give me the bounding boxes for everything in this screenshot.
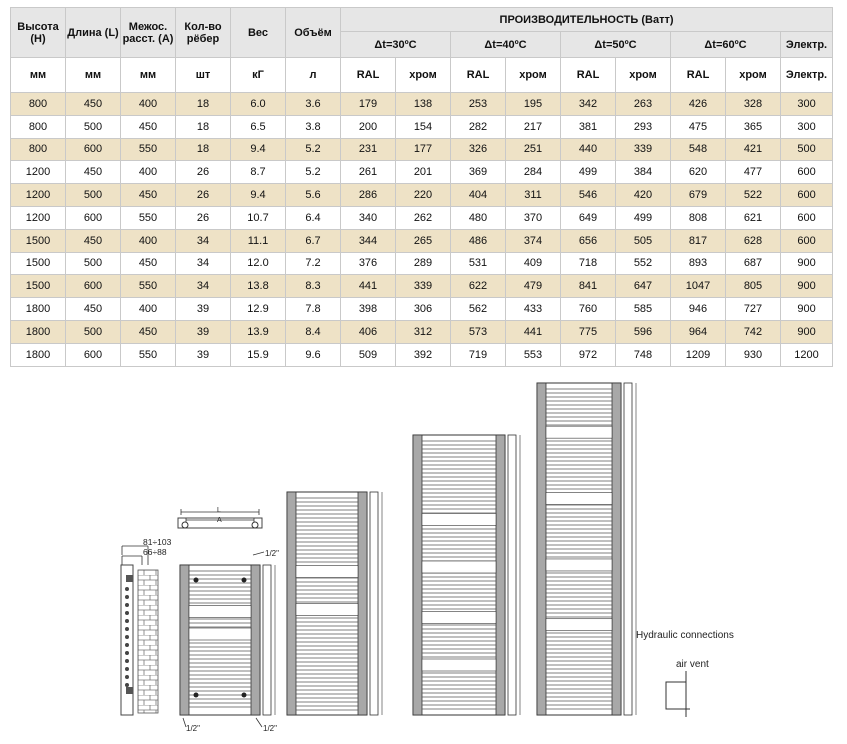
table-row [11,138,833,161]
table-cell: 420 [616,184,671,207]
table-cell: 600 [66,138,121,161]
table-cell: 522 [726,184,781,207]
radiator-towel-gap [422,513,496,525]
unit-cell: RAL [341,58,396,93]
unit-cell: шт [176,58,231,93]
table-cell: 972 [561,343,616,366]
table-cell: 400 [121,93,176,116]
table-cell: 3.6 [286,93,341,116]
table-row [11,206,833,229]
header-spacing: Межос. расст. (A) [121,8,176,58]
table-cell: 253 [451,93,506,116]
radiator-towel-gap [422,611,496,623]
table-cell: 326 [451,138,506,161]
table-cell: 621 [726,206,781,229]
table-cell: 800 [11,138,66,161]
table-cell: 499 [561,161,616,184]
table-cell: 5.6 [286,184,341,207]
table-cell: 339 [396,275,451,298]
table-cell: 486 [451,229,506,252]
radiator-side-column [263,565,271,715]
table-cell: 426 [671,93,726,116]
table-row [11,161,833,184]
table-cell: 573 [451,320,506,343]
header-dt40: Δt=40ºC [451,32,561,58]
radiator-towel-gap [546,493,612,505]
side-dot [125,627,129,631]
radiator-side-column [624,383,632,715]
top-view-length-label: L [217,507,221,514]
table-cell: 1200 [11,161,66,184]
header-performance: ПРОИЗВОДИТЕЛЬНОСТЬ (Ватт) [341,8,833,32]
table-cell: 39 [176,320,231,343]
side-dot [125,587,129,591]
table-cell: 552 [616,252,671,275]
table-cell: 600 [781,229,833,252]
table-cell: 500 [781,138,833,161]
table-cell: 433 [506,298,561,321]
unit-cell: хром [616,58,671,93]
table-cell: 1800 [11,343,66,366]
table-cell: 400 [121,298,176,321]
table-cell: 6.0 [231,93,286,116]
table-cell: 600 [66,275,121,298]
table-row [11,320,833,343]
table-cell: 900 [781,252,833,275]
table-row [11,115,833,138]
radiator-3 [413,435,520,715]
table-cell: 200 [341,115,396,138]
table-cell: 1200 [11,184,66,207]
radiator-left-rail [413,435,422,715]
unit-cell: мм [66,58,121,93]
table-cell: 500 [66,252,121,275]
radiator-towel-gap [422,659,496,671]
table-cell: 1200 [781,343,833,366]
table-cell: 300 [781,93,833,116]
table-cell: 775 [561,320,616,343]
table-cell: 450 [66,93,121,116]
table-cell: 284 [506,161,561,184]
radiator-towel-gap [296,604,358,616]
table-cell: 562 [451,298,506,321]
side-dot [125,611,129,615]
table-cell: 1800 [11,320,66,343]
header-dt60: Δt=60ºC [671,32,781,58]
table-cell: 311 [506,184,561,207]
table-cell: 450 [66,229,121,252]
side-dot [125,619,129,623]
table-cell: 930 [726,343,781,366]
table-cell: 1500 [11,275,66,298]
table-row [11,298,833,321]
table-cell: 18 [176,115,231,138]
table-cell: 39 [176,298,231,321]
table-cell: 398 [341,298,396,321]
table-cell: 339 [616,138,671,161]
table-cell: 400 [121,161,176,184]
table-cell: 679 [671,184,726,207]
mounting-hole [194,578,199,583]
radiator-right-rail [251,565,260,715]
air-vent-detail [666,671,690,717]
table-cell: 376 [341,252,396,275]
table-cell: 400 [121,229,176,252]
radiator-front-views [180,383,636,715]
table-cell: 553 [506,343,561,366]
table-cell: 450 [66,298,121,321]
table-cell: 220 [396,184,451,207]
table-body [11,93,833,367]
table-cell: 509 [341,343,396,366]
table-row [11,252,833,275]
radiator-towel-gap [296,566,358,578]
table-cell: 450 [121,115,176,138]
table-cell: 550 [121,206,176,229]
unit-cell: кГ [231,58,286,93]
table-cell: 718 [561,252,616,275]
table-cell: 13.8 [231,275,286,298]
table-cell: 34 [176,229,231,252]
table-cell: 841 [561,275,616,298]
table-cell: 13.9 [231,320,286,343]
unit-cell: хром [506,58,561,93]
table-cell: 441 [506,320,561,343]
unit-cell: л [286,58,341,93]
radiator-side-column [508,435,516,715]
table-cell: 719 [451,343,506,366]
table-cell: 647 [616,275,671,298]
table-cell: 9.4 [231,184,286,207]
radiator-towel-gap [189,628,251,640]
header-length: Длина (L) [66,8,121,58]
side-view [121,537,172,715]
side-bracket-bottom [126,687,133,694]
table-cell: 800 [11,93,66,116]
table-cell: 8.4 [286,320,341,343]
table-cell: 138 [396,93,451,116]
table-cell: 550 [121,275,176,298]
table-cell: 808 [671,206,726,229]
table-cell: 585 [616,298,671,321]
table-cell: 600 [66,343,121,366]
unit-cell: хром [396,58,451,93]
table-cell: 1209 [671,343,726,366]
table-cell: 231 [341,138,396,161]
radiator-right-rail [612,383,621,715]
table-cell: 450 [121,252,176,275]
table-cell: 5.2 [286,138,341,161]
table-cell: 11.1 [231,229,286,252]
header-volume: Объём [286,8,341,58]
wall-bricks [138,570,158,713]
radiator-right-rail [496,435,505,715]
table-cell: 900 [781,298,833,321]
table-row [11,275,833,298]
table-cell: 261 [341,161,396,184]
pipe-label-bottom-left: 1/2" [186,724,200,733]
side-dot [125,659,129,663]
dim-outer-label: 81÷103 [143,537,172,547]
table-cell: 900 [781,275,833,298]
table-cell: 600 [781,184,833,207]
table-cell: 342 [561,93,616,116]
table-cell: 289 [396,252,451,275]
table-cell: 177 [396,138,451,161]
table-cell: 18 [176,93,231,116]
table-cell: 7.2 [286,252,341,275]
table-cell: 600 [781,206,833,229]
radiator-1 [180,565,275,715]
table-cell: 286 [341,184,396,207]
table-cell: 344 [341,229,396,252]
table-cell: 328 [726,93,781,116]
table-cell: 1800 [11,298,66,321]
table-cell: 649 [561,206,616,229]
table-cell: 265 [396,229,451,252]
table-cell: 440 [561,138,616,161]
table-cell: 300 [781,115,833,138]
table-cell: 1500 [11,229,66,252]
spec-table [10,7,833,367]
table-cell: 26 [176,184,231,207]
table-cell: 687 [726,252,781,275]
table-cell: 409 [506,252,561,275]
unit-cell: Электр. [781,58,833,93]
radiator-towel-gap [422,561,496,573]
unit-cell: мм [11,58,66,93]
table-cell: 251 [506,138,561,161]
table-cell: 450 [121,320,176,343]
radiator-left-rail [180,565,189,715]
table-cell: 893 [671,252,726,275]
mounting-hole [242,693,247,698]
table-cell: 404 [451,184,506,207]
table-cell: 34 [176,275,231,298]
table-cell: 195 [506,93,561,116]
table-cell: 531 [451,252,506,275]
hydraulic-connections-label: Hydraulic connections [636,630,734,641]
table-cell: 179 [341,93,396,116]
table-cell: 369 [451,161,506,184]
unit-cell: хром [726,58,781,93]
side-dot [125,635,129,639]
table-cell: 18 [176,138,231,161]
side-dot [125,675,129,679]
side-dot [125,667,129,671]
table-cell: 1200 [11,206,66,229]
table-row [11,184,833,207]
side-dot [125,683,129,687]
table-cell: 505 [616,229,671,252]
table-cell: 282 [451,115,506,138]
table-cell: 9.4 [231,138,286,161]
table-cell: 340 [341,206,396,229]
radiator-2 [287,492,382,715]
pipe-label-top: 1/2" [265,549,279,558]
side-bracket-top [126,575,133,582]
radiator-4 [537,383,636,715]
table-cell: 596 [616,320,671,343]
table-cell: 622 [451,275,506,298]
table-cell: 5.2 [286,161,341,184]
table-cell: 12.9 [231,298,286,321]
table-cell: 384 [616,161,671,184]
radiator-towel-gap [546,559,612,571]
table-cell: 742 [726,320,781,343]
side-dot [125,595,129,599]
header-height: Высота (H) [11,8,66,58]
table-cell: 39 [176,343,231,366]
radiator-towel-gap [189,606,251,618]
side-dot [125,651,129,655]
table-cell: 550 [121,343,176,366]
table-cell: 600 [781,161,833,184]
table-cell: 6.7 [286,229,341,252]
dim-inner-label: 66÷88 [143,547,167,557]
radiator-right-rail [358,492,367,715]
table-cell: 370 [506,206,561,229]
table-cell: 9.6 [286,343,341,366]
table-cell: 546 [561,184,616,207]
radiator-side-column [370,492,378,715]
table-cell: 154 [396,115,451,138]
mounting-hole [242,578,247,583]
table-cell: 805 [726,275,781,298]
table-cell: 441 [341,275,396,298]
table-cell: 365 [726,115,781,138]
table-cell: 34 [176,252,231,275]
table-cell: 26 [176,206,231,229]
table-cell: 727 [726,298,781,321]
header-electric: Электр. [781,32,833,58]
table-cell: 817 [671,229,726,252]
table-cell: 262 [396,206,451,229]
top-view [178,507,262,528]
table-cell: 656 [561,229,616,252]
table-cell: 406 [341,320,396,343]
radiator-towel-gap [546,426,612,438]
radiator-drawings [0,375,847,744]
top-view-spacing-label: A [217,517,222,524]
table-cell: 550 [121,138,176,161]
table-cell: 6.5 [231,115,286,138]
table-cell: 479 [506,275,561,298]
table-cell: 946 [671,298,726,321]
table-cell: 293 [616,115,671,138]
header-dt30: Δt=30ºC [341,32,451,58]
pipe-label-bottom-right: 1/2" [263,724,277,733]
table-row [11,343,833,366]
radiator-left-rail [537,383,546,715]
table-cell: 748 [616,343,671,366]
unit-cell: RAL [451,58,506,93]
table-cell: 620 [671,161,726,184]
table-cell: 900 [781,320,833,343]
table-cell: 312 [396,320,451,343]
table-cell: 500 [66,184,121,207]
table-cell: 3.8 [286,115,341,138]
table-row [11,229,833,252]
table-cell: 1500 [11,252,66,275]
table-cell: 548 [671,138,726,161]
table-cell: 26 [176,161,231,184]
mounting-hole [194,693,199,698]
table-cell: 306 [396,298,451,321]
unit-cell: RAL [671,58,726,93]
table-cell: 450 [66,161,121,184]
table-cell: 8.7 [231,161,286,184]
radiator-left-rail [287,492,296,715]
table-cell: 201 [396,161,451,184]
table-cell: 628 [726,229,781,252]
table-cell: 6.4 [286,206,341,229]
table-cell: 760 [561,298,616,321]
table-cell: 421 [726,138,781,161]
table-cell: 500 [66,115,121,138]
table-cell: 392 [396,343,451,366]
table-cell: 10.7 [231,206,286,229]
table-cell: 480 [451,206,506,229]
table-cell: 7.8 [286,298,341,321]
table-cell: 499 [616,206,671,229]
side-dot [125,603,129,607]
air-vent-label: air vent [676,659,709,670]
table-cell: 374 [506,229,561,252]
units-row [11,58,833,93]
table-cell: 15.9 [231,343,286,366]
table-cell: 1047 [671,275,726,298]
table-cell: 477 [726,161,781,184]
radiator-towel-gap [546,619,612,631]
table-cell: 964 [671,320,726,343]
table-cell: 8.3 [286,275,341,298]
table-cell: 381 [561,115,616,138]
table-cell: 263 [616,93,671,116]
table-cell: 475 [671,115,726,138]
table-cell: 600 [66,206,121,229]
header-ribs: Кол-во рёбер [176,8,231,58]
table-cell: 450 [121,184,176,207]
table-cell: 217 [506,115,561,138]
side-dot [125,643,129,647]
table-cell: 500 [66,320,121,343]
table-cell: 12.0 [231,252,286,275]
table-cell: 800 [11,115,66,138]
unit-cell: RAL [561,58,616,93]
header-weight: Вес [231,8,286,58]
table-row [11,93,833,116]
header-dt50: Δt=50ºC [561,32,671,58]
unit-cell: мм [121,58,176,93]
